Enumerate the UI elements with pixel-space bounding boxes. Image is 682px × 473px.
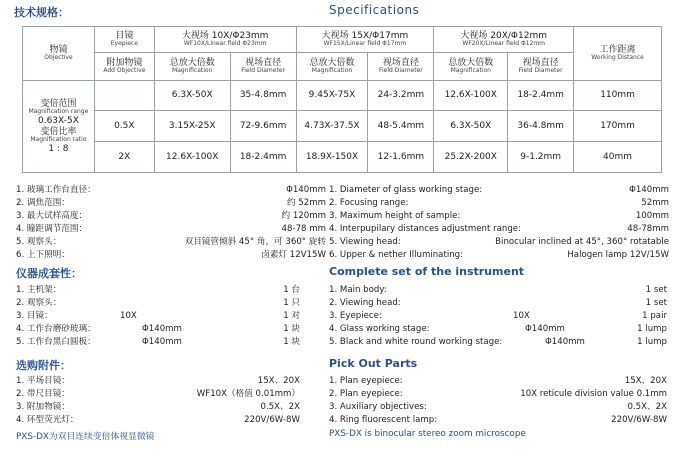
- eyepiece-header: 目镜 Eyepiece: [94, 27, 154, 53]
- list-item: 5. Viewing head: Binocular inclined at 45°, 360° rotatable: [329, 237, 669, 247]
- fd-header-2: 视场直径 Field Diameter: [368, 53, 434, 81]
- table-cell: 3.15X-25X: [154, 111, 230, 142]
- table-cell: 6.3X-50X: [154, 81, 230, 111]
- mag-header-2: 总放大倍数 Magnification: [296, 53, 368, 81]
- left-opt-title: 选购附件：: [16, 359, 71, 372]
- table-cell: 9.45X-75X: [296, 81, 368, 111]
- mag-header-3: 总放大倍数 Magnification: [434, 53, 508, 81]
- objective-header: 物镜 Objective: [23, 27, 95, 81]
- table-cell: 12-1.6mm: [368, 142, 434, 173]
- right-spec-list: [329, 184, 669, 262]
- table-cell: 6.3X-50X: [434, 111, 508, 142]
- list-item: 2. 调焦范围： 约 52mm: [16, 198, 326, 208]
- list-item: 3. 最大试样高度： 约 120mm: [16, 211, 326, 221]
- list-item: 4. Glass working stage: Φ140mm 1 lump: [329, 324, 667, 334]
- table-cell: [94, 81, 154, 111]
- table-cell: 25.2X-200X: [434, 142, 508, 173]
- table-cell: 18-2.4mm: [508, 81, 574, 111]
- fd-header-1: 视场直径 Field Diameter: [230, 53, 296, 81]
- right-footer: PXS-DX is binocular stereo zoom microscope: [329, 429, 526, 439]
- list-item: 4. Ring fluorescent lamp: 220V/6W-8W: [329, 415, 667, 425]
- table-cell: 40mm: [574, 142, 662, 173]
- list-item: 2. 带尺目镜： WF10X（格值 0.01mm）: [16, 389, 300, 399]
- list-item: 2. Plan eyepiece: 10X reticule division value 0.1mm: [329, 389, 667, 399]
- field-col-2: 大视场 15X/Φ17mm WF15X/Linear field Φ17mm: [296, 27, 434, 53]
- list-item: 3. 附加物镜： 0.5X、2X: [16, 402, 300, 412]
- title-en: Specifications: [329, 3, 420, 17]
- left-set-list: [16, 284, 300, 349]
- list-item: 2. Viewing head: 1 set: [329, 298, 667, 308]
- table-cell: 170mm: [574, 111, 662, 142]
- table-cell: 36-4.8mm: [508, 111, 574, 142]
- table-cell: 12.6X-100X: [154, 142, 230, 173]
- list-item: 1. 主机架： 1 台: [16, 285, 300, 295]
- list-item: 1. Main body: 1 set: [329, 285, 667, 295]
- table-cell: 110mm: [574, 81, 662, 111]
- list-item: 3. Auxiliary objectives: 0.5X、2X: [329, 402, 667, 412]
- list-item: 5. Black and white round working stage: Φ140mm 1 lump: [329, 337, 667, 347]
- list-item: 5. 工作台黑白圆板： Φ140mm 1 块: [16, 337, 300, 347]
- list-item: 1. Plan eyepiece: 15X、20X: [329, 376, 667, 386]
- list-item: 1. 平场目镜： 15X、20X: [16, 376, 300, 386]
- title-cn: 技术规格：: [14, 6, 69, 19]
- list-item: 1. 玻璃工作台直径： Φ140mm: [16, 185, 326, 195]
- list-item: 3. Eyepiece: 10X 1 pair: [329, 311, 667, 321]
- table-cell: 12.6X-100X: [434, 81, 508, 111]
- table-cell: 24-3.2mm: [368, 81, 434, 111]
- table-cell: 4.73X-37.5X: [296, 111, 368, 142]
- list-item: 4. 瞳距调节范围： 48-78 mm: [16, 224, 326, 234]
- table-cell: 48-5.4mm: [368, 111, 434, 142]
- table-cell: 2X: [94, 142, 154, 173]
- list-item: 1. Diameter of glass working stage: Φ140mm: [329, 185, 669, 195]
- right-set-list: [329, 284, 667, 349]
- right-set-title: Complete set of the instrument: [329, 265, 525, 278]
- right-opt-title: Pick Out Parts: [329, 357, 418, 370]
- table-cell: 35-4.8mm: [230, 81, 296, 111]
- list-item: 6. Upper & nether Illuminating: Halogen lamp 12V/15W: [329, 250, 669, 260]
- add-objective-header: 附加物镜 Add Objective: [94, 53, 154, 81]
- field-col-3: 大视场 20X/Φ12mm WF20X/Linear field Φ12mm: [434, 27, 574, 53]
- table-cell: 18.9X-150X: [296, 142, 368, 173]
- list-item: 4. 工作台磨砂玻璃： Φ140mm 1 块: [16, 324, 300, 334]
- list-item: 2. Focusing range: 52mm: [329, 198, 669, 208]
- list-item: 2. 观察头： 1 只: [16, 298, 300, 308]
- left-spec-list: [16, 184, 326, 262]
- list-item: 6. 上下照明： 卤素灯 12V15W: [16, 250, 326, 260]
- fd-header-3: 视场直径 Field Diameter: [508, 53, 574, 81]
- list-item: 4. 环型荧光灯： 220V/6W-8W: [16, 415, 300, 425]
- right-opt-list: [329, 375, 667, 427]
- list-item: 3. Maximum height of sample: 100mm: [329, 211, 669, 221]
- mag-header-1: 总放大倍数 Magnification: [154, 53, 230, 81]
- spec-table: [22, 26, 662, 173]
- field-col-1: 大视场 10X/Φ23mm WF10X/Linear field Φ23mm: [154, 27, 296, 53]
- table-cell: 18-2.4mm: [230, 142, 296, 173]
- left-set-title: 仪器成套性：: [16, 267, 82, 280]
- working-distance-header: 工作距离 Working Distance: [574, 27, 662, 81]
- table-cell: 72-9.6mm: [230, 111, 296, 142]
- list-item: 4. Interpupilary distances adjustment range: 48-78mm: [329, 224, 669, 234]
- list-item: 5. 观察头： 双目镜管倾斜 45° 角，可 360° 旋转: [16, 237, 326, 247]
- table-cell: 0.5X: [94, 111, 154, 142]
- left-footer: PXS-DX为双目连续变倍体视显微镜: [16, 432, 155, 442]
- list-item: 3. 目镜： 10X 1 对: [16, 311, 300, 321]
- objective-range-cell: 变倍范围 Magnification range 0.63X-5X 变倍比率 Magnification ratio 1 : 8: [23, 81, 95, 173]
- left-opt-list: [16, 375, 300, 427]
- table-cell: 9-1.2mm: [508, 142, 574, 173]
